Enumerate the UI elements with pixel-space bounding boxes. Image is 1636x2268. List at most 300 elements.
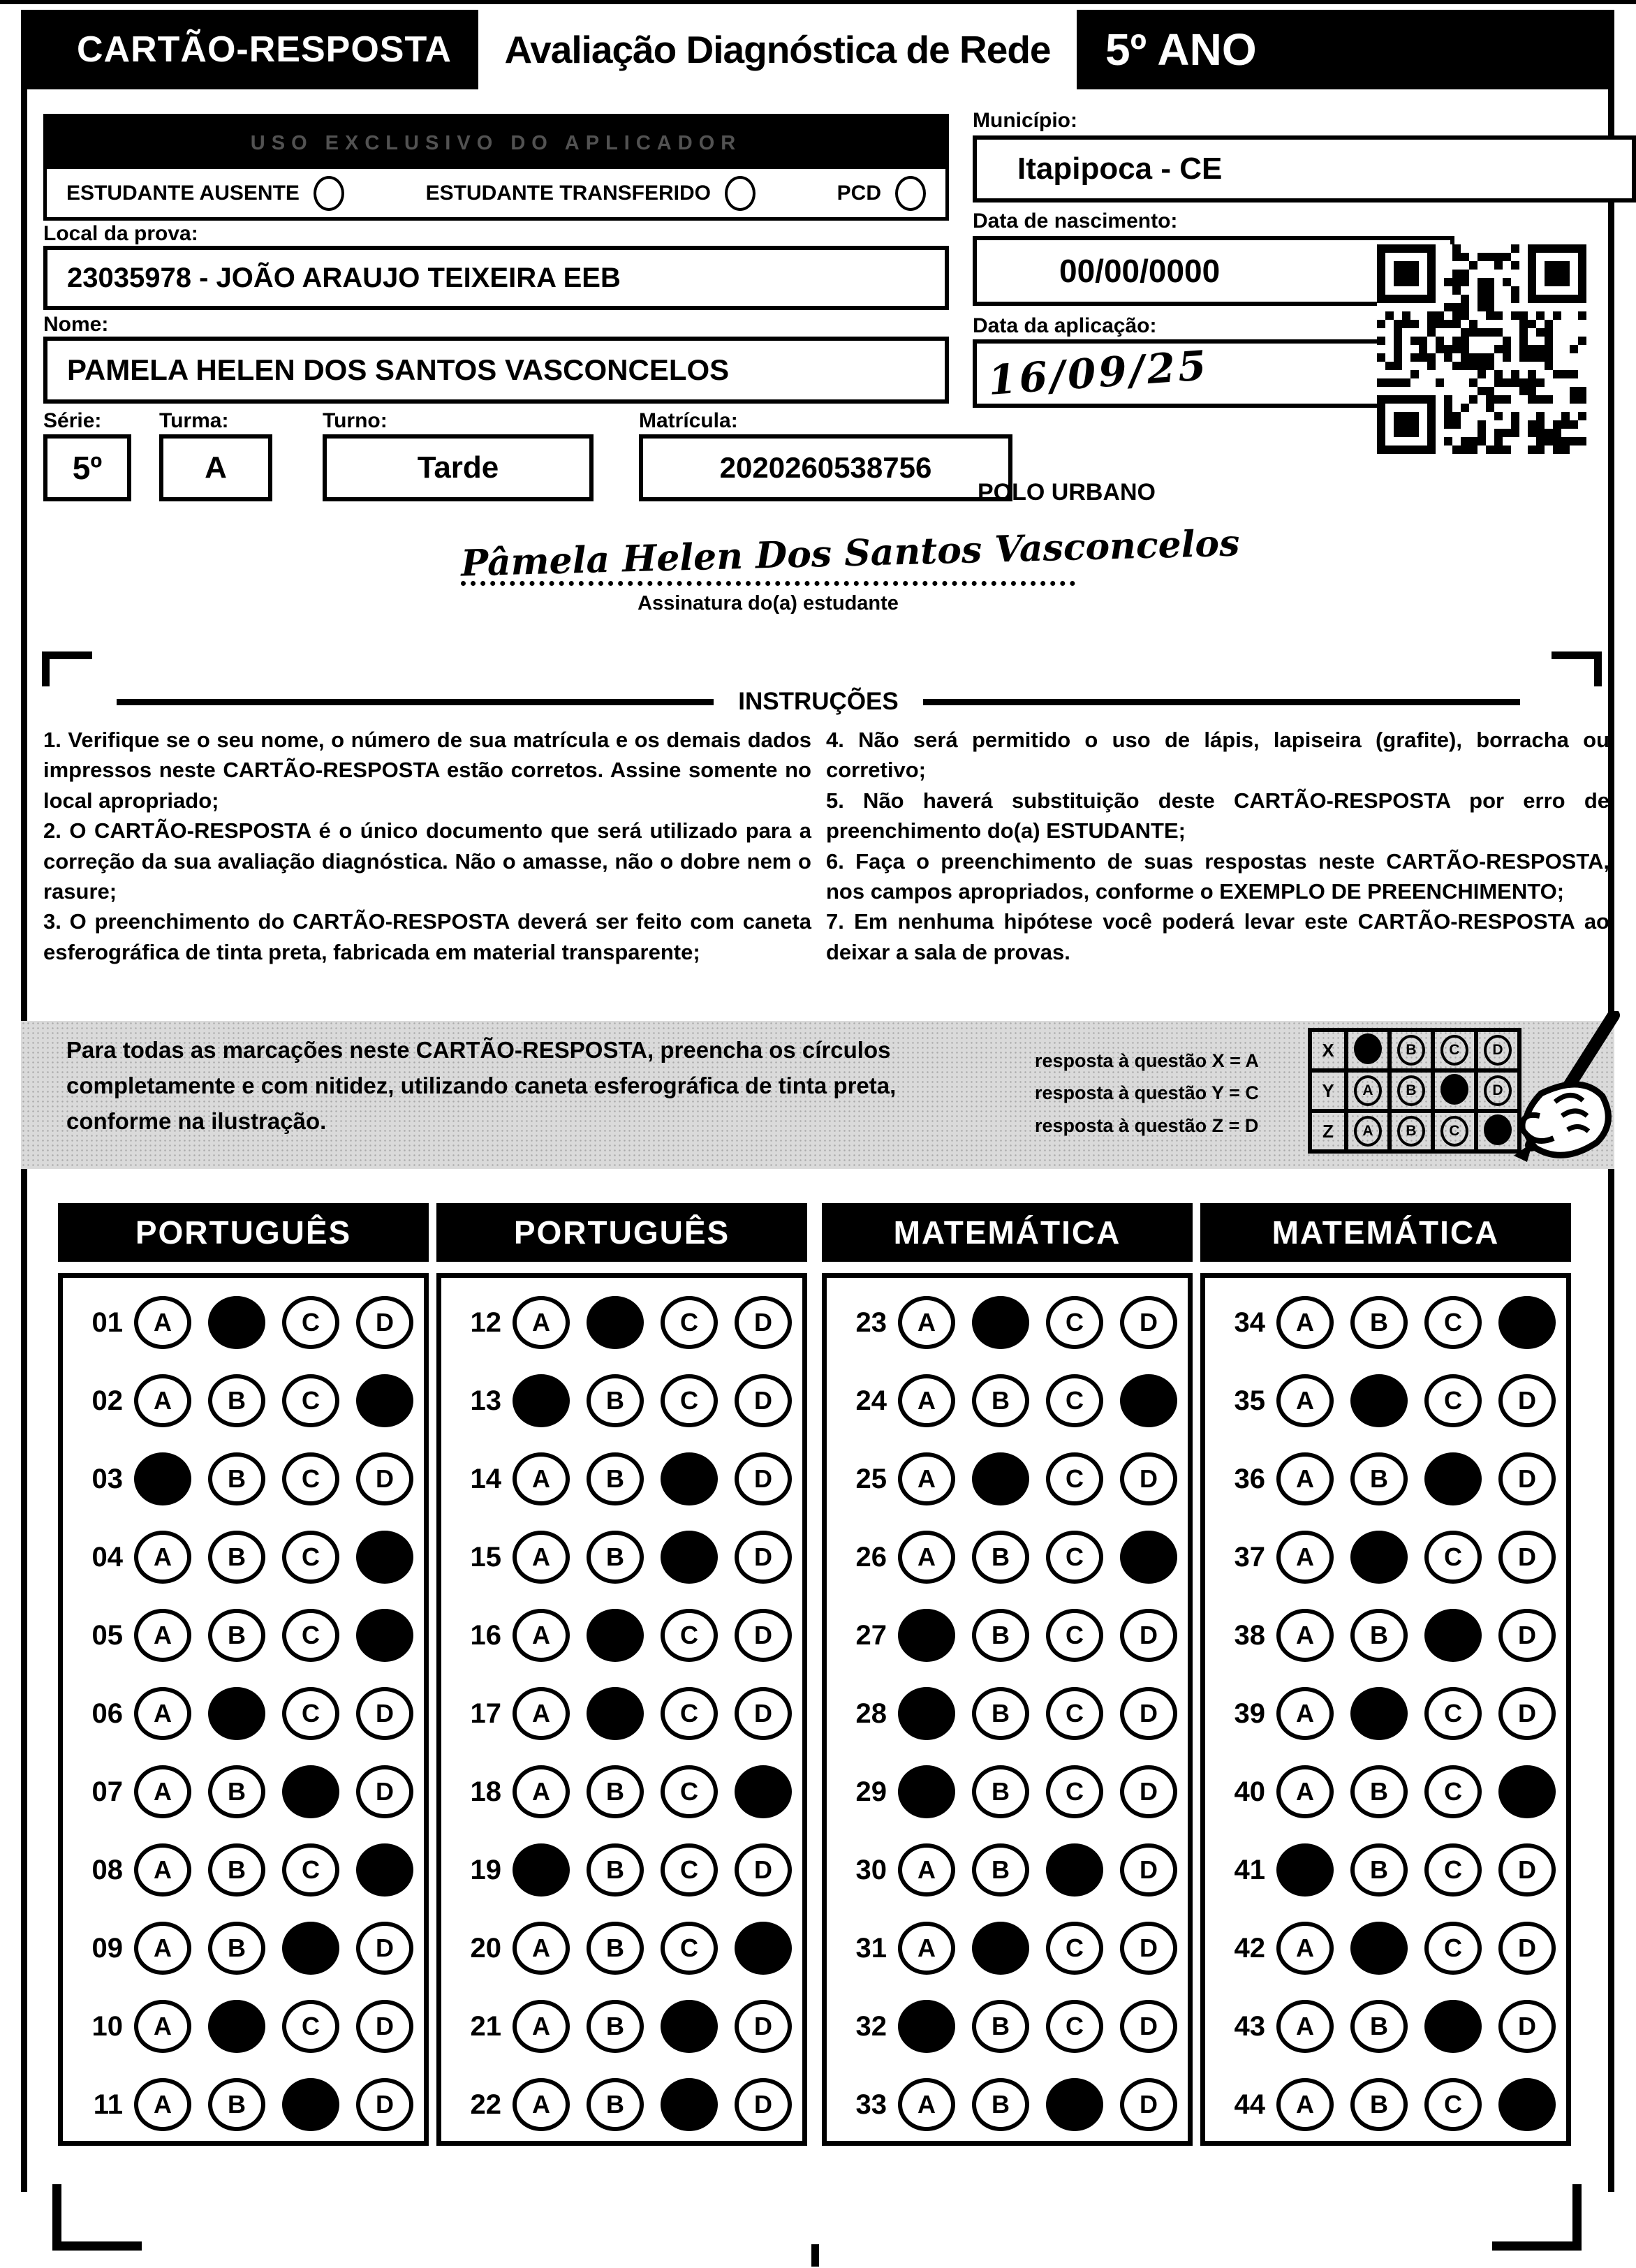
question-number: 23 — [855, 1306, 887, 1338]
answer-bubble-a[interactable]: A — [134, 1843, 191, 1897]
question-number: 11 — [93, 2089, 123, 2120]
answer-row — [1205, 1440, 1566, 1518]
answer-column-header: MATEMÁTICA — [1200, 1203, 1571, 1262]
data-nascimento-label: Data de nascimento: — [973, 209, 1178, 233]
answer-bubbles — [898, 1765, 1177, 1818]
card-title: CARTÃO-RESPOSTA — [77, 29, 452, 70]
answer-bubble-b[interactable]: B — [1350, 1609, 1408, 1662]
answer-row — [63, 1753, 424, 1831]
answer-bubble-a[interactable]: A — [1276, 2000, 1334, 2053]
answer-bubbles — [513, 1843, 792, 1897]
answer-row — [827, 1283, 1188, 1362]
question-number: 05 — [91, 1619, 123, 1651]
answer-bubbles — [898, 1843, 1177, 1897]
answer-bubble-c[interactable]: C — [1424, 1765, 1482, 1818]
answer-bubble-d[interactable]: D — [1498, 1687, 1556, 1740]
answer-bubble-c[interactable]: C — [661, 1843, 718, 1897]
answer-bubble-b[interactable]: B — [972, 1765, 1029, 1818]
answer-bubble-a[interactable] — [1276, 1843, 1334, 1897]
answer-row — [827, 1440, 1188, 1518]
answer-bubble-a[interactable]: A — [1276, 1765, 1334, 1818]
answer-bubble-b[interactable] — [208, 2000, 265, 2053]
answer-bubble-c[interactable]: C — [282, 1843, 339, 1897]
answer-bubble-c[interactable]: C — [282, 1687, 339, 1740]
matricula-value: 2020260538756 — [719, 451, 932, 484]
answer-bubble-c[interactable]: C — [1046, 1922, 1103, 1975]
answer-bubble-b[interactable]: B — [587, 1531, 644, 1584]
answer-bubbles — [513, 1609, 792, 1662]
answer-row — [441, 1362, 802, 1440]
answer-bubble-d[interactable]: D — [735, 1843, 792, 1897]
answer-bubble-b[interactable]: B — [972, 1843, 1029, 1897]
answer-bubble-c[interactable] — [661, 2078, 718, 2131]
data-nascimento-value: 00/00/0000 — [1059, 253, 1221, 289]
answer-bubble-b[interactable]: B — [972, 1609, 1029, 1662]
answer-bubble-d[interactable]: D — [356, 1765, 413, 1818]
example-bubble-c: C — [1440, 1035, 1468, 1066]
example-legend-line: resposta à questão X = A — [1035, 1050, 1259, 1071]
instructions-title: INSTRUÇÕES — [738, 688, 899, 715]
answer-bubble-b[interactable] — [1350, 1531, 1408, 1584]
instruction-item: 2. O CARTÃO-RESPOSTA é o único documento que será utilizado para a correção da sua avaliação diagnóstica. Não o amasse, não o dobre nem o rasure; — [43, 818, 811, 904]
exam-title: Avaliação Diagnóstica de Rede — [504, 28, 1051, 71]
answer-bubble-a[interactable]: A — [898, 1452, 955, 1505]
answer-bubble-c[interactable]: C — [1424, 1687, 1482, 1740]
municipio-value: Itapipoca - CE — [1017, 152, 1223, 186]
answer-bubble-d[interactable]: D — [735, 2000, 792, 2053]
answer-bubble-b[interactable]: B — [587, 1452, 644, 1505]
answer-row — [63, 1674, 424, 1753]
answer-bubble-c[interactable]: C — [282, 1531, 339, 1584]
answer-bubble-d[interactable]: D — [356, 2000, 413, 2053]
answer-row — [1205, 1518, 1566, 1596]
answer-bubble-a[interactable]: A — [513, 1296, 570, 1349]
answer-bubble-c[interactable]: C — [282, 1609, 339, 1662]
answer-bubble-b[interactable]: B — [1350, 1452, 1408, 1505]
answer-bubble-c[interactable]: C — [1424, 1843, 1482, 1897]
answer-bubble-c[interactable]: C — [1046, 1687, 1103, 1740]
answer-bubbles — [513, 1687, 792, 1740]
answer-bubble-a[interactable] — [898, 2000, 955, 2053]
answer-bubble-c[interactable]: C — [661, 1922, 718, 1975]
answer-column — [1200, 1273, 1571, 2146]
question-number: 39 — [1234, 1698, 1265, 1729]
answer-bubble-b[interactable]: B — [208, 1609, 265, 1662]
answer-bubble-c[interactable] — [1424, 1452, 1482, 1505]
answer-bubble-b[interactable] — [972, 1922, 1029, 1975]
answer-bubble-a[interactable]: A — [898, 1922, 955, 1975]
answer-bubbles — [134, 1452, 413, 1505]
answer-bubble-d[interactable]: D — [735, 1374, 792, 1427]
answer-bubble-a[interactable]: A — [898, 1843, 955, 1897]
answer-bubble-c[interactable]: C — [1424, 1296, 1482, 1349]
answer-bubble-b[interactable] — [587, 1687, 644, 1740]
answer-bubble-a[interactable]: A — [513, 1922, 570, 1975]
turma-label: Turma: — [159, 409, 229, 432]
example-bubble-b: B — [1397, 1035, 1425, 1066]
answer-row — [441, 1753, 802, 1831]
answer-bubble-b[interactable]: B — [208, 1531, 265, 1584]
answer-bubble-a[interactable]: A — [1276, 1374, 1334, 1427]
answer-bubbles — [1276, 1609, 1556, 1662]
answer-bubble-c[interactable]: C — [661, 1374, 718, 1427]
answer-bubble-a[interactable]: A — [898, 2078, 955, 2131]
answer-bubble-a[interactable]: A — [1276, 1531, 1334, 1584]
answer-bubble-d[interactable]: D — [1120, 1922, 1177, 1975]
answer-bubble-c[interactable]: C — [282, 1296, 339, 1349]
answer-row — [1205, 1831, 1566, 1909]
question-number: 22 — [470, 2089, 501, 2120]
answer-bubble-a[interactable] — [898, 1765, 955, 1818]
example-bubble-b: B — [1397, 1116, 1425, 1147]
instruction-item: 4. Não será permitido o uso de lápis, lapiseira (grafite), borracha ou corretivo; — [826, 728, 1609, 783]
answer-bubble-b[interactable]: B — [972, 1531, 1029, 1584]
answer-bubble-d[interactable]: D — [1120, 1843, 1177, 1897]
polo-urbano-label: POLO URBANO — [978, 479, 1156, 506]
answer-bubble-a[interactable] — [513, 1374, 570, 1427]
answer-bubble-c[interactable] — [282, 1765, 339, 1818]
answer-bubble-c[interactable] — [1424, 1609, 1482, 1662]
answer-bubble-c[interactable]: C — [1046, 1765, 1103, 1818]
answer-bubbles — [134, 1374, 413, 1427]
question-number: 06 — [91, 1698, 123, 1729]
answer-bubble-d[interactable] — [1498, 1296, 1556, 1349]
answer-bubble-a[interactable]: A — [134, 2078, 191, 2131]
answer-row — [441, 1440, 802, 1518]
question-number: 26 — [855, 1541, 887, 1573]
answer-bubble-d[interactable] — [356, 1843, 413, 1897]
answer-bubble-b[interactable] — [972, 1452, 1029, 1505]
answer-row — [827, 1674, 1188, 1753]
answer-bubble-d[interactable]: D — [1120, 1765, 1177, 1818]
answer-bubble-d[interactable]: D — [356, 1452, 413, 1505]
answer-bubble-a[interactable]: A — [134, 1765, 191, 1818]
answer-bubbles — [513, 2000, 792, 2053]
answer-bubble-b[interactable]: B — [208, 1765, 265, 1818]
answer-bubble-a[interactable]: A — [134, 1922, 191, 1975]
answer-row — [827, 1518, 1188, 1596]
answer-bubble-a[interactable]: A — [513, 2000, 570, 2053]
answer-bubble-b[interactable]: B — [1350, 1765, 1408, 1818]
answer-bubble-a[interactable]: A — [1276, 1609, 1334, 1662]
answer-bubble-d[interactable]: D — [1498, 2000, 1556, 2053]
answer-bubble-a[interactable] — [898, 1687, 955, 1740]
answer-bubble-b[interactable] — [1350, 1687, 1408, 1740]
answer-row — [827, 1753, 1188, 1831]
local-da-prova-value: 23035978 - JOÃO ARAUJO TEIXEIRA EEB — [67, 262, 621, 293]
answer-row — [63, 1362, 424, 1440]
answer-bubble-c[interactable] — [661, 1531, 718, 1584]
answer-bubbles — [1276, 1687, 1556, 1740]
answer-column-header: MATEMÁTICA — [822, 1203, 1193, 1262]
answer-bubble-b[interactable]: B — [587, 1765, 644, 1818]
local-da-prova-label: Local da prova: — [43, 222, 198, 245]
answer-row — [827, 1596, 1188, 1674]
answer-bubble-b[interactable]: B — [208, 2078, 265, 2131]
answer-bubble-c[interactable]: C — [1046, 1531, 1103, 1584]
answer-bubbles — [898, 1296, 1177, 1349]
answer-bubble-b[interactable]: B — [208, 1374, 265, 1427]
answer-bubble-a[interactable]: A — [134, 1531, 191, 1584]
answer-bubble-d[interactable]: D — [1120, 2000, 1177, 2053]
answer-bubble-a[interactable]: A — [1276, 1296, 1334, 1349]
status-option-label: ESTUDANTE TRANSFERIDO — [425, 181, 711, 205]
answer-bubble-d[interactable]: D — [356, 2078, 413, 2131]
answer-bubble-c[interactable]: C — [661, 1296, 718, 1349]
answer-bubble-c[interactable] — [661, 2000, 718, 2053]
answer-bubble-a[interactable]: A — [513, 2078, 570, 2131]
answer-bubble-b[interactable] — [1350, 1922, 1408, 1975]
answer-bubble-d[interactable]: D — [735, 1687, 792, 1740]
answer-bubble-d[interactable]: D — [1120, 1609, 1177, 1662]
answer-bubble-c[interactable]: C — [661, 1609, 718, 1662]
answer-column-header: PORTUGUÊS — [436, 1203, 807, 1262]
answer-bubble-b[interactable]: B — [587, 2078, 644, 2131]
answer-bubble-b[interactable]: B — [972, 2000, 1029, 2053]
question-number: 41 — [1234, 1854, 1265, 1885]
answer-bubble-d[interactable]: D — [735, 1452, 792, 1505]
answer-bubble-b[interactable] — [208, 1687, 265, 1740]
answer-bubble-c[interactable]: C — [1424, 1374, 1482, 1427]
answer-bubble-b[interactable]: B — [208, 1922, 265, 1975]
answer-bubble-b[interactable]: B — [587, 1922, 644, 1975]
answer-row — [1205, 1674, 1566, 1753]
signature-label: Assinatura do(a) estudante — [638, 592, 899, 614]
answer-bubble-a[interactable]: A — [513, 1687, 570, 1740]
answer-bubble-a[interactable]: A — [513, 1609, 570, 1662]
question-number: 36 — [1234, 1463, 1265, 1494]
answer-bubble-c[interactable] — [282, 1922, 339, 1975]
question-number: 40 — [1234, 1776, 1265, 1807]
answer-bubble-b[interactable]: B — [1350, 2078, 1408, 2131]
question-number: 08 — [91, 1854, 123, 1885]
answer-bubble-d[interactable]: D — [735, 1296, 792, 1349]
answer-bubble-c[interactable]: C — [282, 1452, 339, 1505]
answer-bubble-c[interactable]: C — [661, 1687, 718, 1740]
answer-row — [63, 1987, 424, 2066]
answer-bubble-b[interactable]: B — [972, 1374, 1029, 1427]
answer-bubble-a[interactable]: A — [134, 2000, 191, 2053]
answer-bubble-d[interactable]: D — [1498, 1374, 1556, 1427]
answer-bubbles — [898, 2078, 1177, 2131]
nome-label: Nome: — [43, 313, 109, 336]
answer-bubble-d[interactable]: D — [356, 1687, 413, 1740]
answer-bubble-d[interactable]: D — [1498, 1843, 1556, 1897]
question-number: 44 — [1234, 2089, 1265, 2120]
applicator-bar-text: USO EXCLUSIVO DO APLICADOR — [250, 131, 742, 154]
answer-bubble-b[interactable]: B — [587, 1843, 644, 1897]
answer-bubble-c[interactable] — [1046, 2078, 1103, 2131]
answer-bubble-d[interactable] — [1120, 1531, 1177, 1584]
turma-value: A — [205, 450, 227, 485]
answer-bubble-a[interactable]: A — [1276, 1922, 1334, 1975]
question-number: 29 — [855, 1776, 887, 1807]
instruction-item: 1. Verifique se o seu nome, o número de sua matrícula e os demais dados impressos neste CARTÃO-RESPOSTA estão corretos. Assine somente no local apropriado; — [43, 728, 811, 813]
answer-bubble-a[interactable]: A — [134, 1609, 191, 1662]
answer-row — [63, 1596, 424, 1674]
question-number: 43 — [1234, 2010, 1265, 2042]
question-number: 35 — [1234, 1385, 1265, 1416]
answer-bubble-a[interactable] — [134, 1452, 191, 1505]
answer-bubble-b[interactable]: B — [972, 2078, 1029, 2131]
answer-bubble-b[interactable]: B — [1350, 1843, 1408, 1897]
question-number: 37 — [1234, 1541, 1265, 1573]
answer-bubble-b[interactable] — [587, 1296, 644, 1349]
answer-row — [827, 2066, 1188, 2144]
answer-row — [1205, 2066, 1566, 2144]
answer-bubbles — [134, 1609, 413, 1662]
answer-bubble-c[interactable]: C — [1046, 2000, 1103, 2053]
answer-bubble-d[interactable] — [735, 1765, 792, 1818]
question-number: 19 — [470, 1854, 501, 1885]
answer-bubble-c[interactable]: C — [1424, 1922, 1482, 1975]
answer-bubble-c[interactable]: C — [1046, 1452, 1103, 1505]
answer-row — [441, 1596, 802, 1674]
answer-bubble-d[interactable] — [356, 1609, 413, 1662]
serie-value: 5º — [72, 450, 103, 486]
answer-bubble-a[interactable]: A — [513, 1765, 570, 1818]
example-text: Para todas as marcações neste CARTÃO-RESPOSTA, preencha os círculos completamente e com nitidez, utilizando caneta esferográfica de tinta preta, conforme na ilustração. — [66, 1037, 897, 1135]
answer-bubble-d[interactable] — [356, 1374, 413, 1427]
signature-handwritten-value: Pâmela Helen Dos Santos Vasconcelos — [460, 522, 1241, 585]
answer-bubble-d[interactable] — [735, 1922, 792, 1975]
question-number: 30 — [855, 1854, 887, 1885]
answer-bubble-d[interactable]: D — [735, 1531, 792, 1584]
answer-bubble-b[interactable] — [208, 1296, 265, 1349]
answer-bubbles — [513, 1374, 792, 1427]
answer-bubble-a[interactable]: A — [898, 1296, 955, 1349]
answer-bubble-b[interactable]: B — [208, 1452, 265, 1505]
question-number: 32 — [855, 2010, 887, 2042]
answer-bubble-d[interactable]: D — [735, 1609, 792, 1662]
answer-row — [441, 2066, 802, 2144]
answer-row — [1205, 1283, 1566, 1362]
answer-row — [1205, 1909, 1566, 1987]
answer-bubbles — [513, 1452, 792, 1505]
answer-bubbles — [898, 1452, 1177, 1505]
answer-bubble-a[interactable]: A — [134, 1374, 191, 1427]
answer-bubbles — [513, 1922, 792, 1975]
answer-bubble-b[interactable] — [1350, 1374, 1408, 1427]
answer-bubble-c[interactable]: C — [282, 1374, 339, 1427]
answer-bubble-c[interactable] — [661, 1452, 718, 1505]
answer-bubble-b[interactable]: B — [587, 1374, 644, 1427]
instruction-item: 7. Em nenhuma hipótese você poderá levar este CARTÃO-RESPOSTA ao deixar a sala de provas. — [826, 909, 1609, 964]
answer-bubble-a[interactable]: A — [1276, 2078, 1334, 2131]
answer-bubble-b[interactable]: B — [1350, 2000, 1408, 2053]
answer-bubble-b[interactable]: B — [208, 1843, 265, 1897]
question-number: 01 — [91, 1306, 123, 1338]
example-legend-line: resposta à questão Y = C — [1035, 1082, 1259, 1104]
answer-bubble-a[interactable]: A — [1276, 1452, 1334, 1505]
answer-bubble-c[interactable]: C — [661, 1765, 718, 1818]
answer-bubble-d[interactable]: D — [1120, 2078, 1177, 2131]
answer-bubbles — [513, 1531, 792, 1584]
answer-bubble-a[interactable]: A — [898, 1531, 955, 1584]
answer-bubble-c[interactable] — [1424, 2000, 1482, 2053]
answer-bubble-b[interactable] — [972, 1296, 1029, 1349]
answer-bubble-a[interactable]: A — [1276, 1687, 1334, 1740]
answer-bubble-d[interactable]: D — [1498, 1922, 1556, 1975]
answer-bubble-a[interactable] — [513, 1843, 570, 1897]
answer-bubble-b[interactable]: B — [587, 2000, 644, 2053]
question-number: 04 — [91, 1541, 123, 1573]
answer-bubble-c[interactable]: C — [282, 2000, 339, 2053]
answer-bubble-c[interactable]: C — [1046, 1374, 1103, 1427]
question-number: 33 — [855, 2089, 887, 2120]
instruction-item: 5. Não haverá substituição deste CARTÃO-RESPOSTA por erro de preenchimento do(a) ESTUDANTE; — [826, 788, 1609, 844]
answer-bubble-c[interactable]: C — [1046, 1609, 1103, 1662]
example-bubble-a: A — [1354, 1075, 1382, 1106]
answer-bubble-d[interactable] — [1498, 2078, 1556, 2131]
answer-bubble-a[interactable]: A — [134, 1296, 191, 1349]
question-number: 17 — [470, 1698, 501, 1729]
answer-column — [58, 1273, 429, 2146]
answer-bubble-b[interactable] — [587, 1609, 644, 1662]
question-number: 42 — [1234, 1932, 1265, 1964]
answer-bubble-d[interactable]: D — [356, 1922, 413, 1975]
question-number: 21 — [470, 2010, 501, 2042]
answer-bubble-a[interactable]: A — [134, 1687, 191, 1740]
answer-bubbles — [898, 2000, 1177, 2053]
example-bubble-c: C — [1440, 1116, 1468, 1147]
answer-bubble-d[interactable]: D — [356, 1296, 413, 1349]
answer-bubble-a[interactable] — [898, 1609, 955, 1662]
question-number: 02 — [91, 1385, 123, 1416]
answer-bubble-d[interactable]: D — [1498, 1609, 1556, 1662]
answer-bubble-d[interactable]: D — [1120, 1296, 1177, 1349]
answer-bubbles — [134, 1843, 413, 1897]
example-bubble-d: D — [1484, 1075, 1512, 1106]
answer-bubble-d[interactable] — [356, 1531, 413, 1584]
answer-bubbles — [134, 1765, 413, 1818]
answer-row — [827, 1909, 1188, 1987]
answer-bubble-d[interactable]: D — [1498, 1452, 1556, 1505]
answer-bubbles — [898, 1609, 1177, 1662]
answer-bubbles — [1276, 1452, 1556, 1505]
answer-bubble-c[interactable]: C — [1046, 1296, 1103, 1349]
answer-column-header: PORTUGUÊS — [58, 1203, 429, 1262]
answer-bubble-a[interactable]: A — [898, 1374, 955, 1427]
answer-bubble-b[interactable]: B — [972, 1687, 1029, 1740]
answer-bubbles — [898, 1922, 1177, 1975]
answer-column — [822, 1273, 1193, 2146]
answer-row — [441, 1283, 802, 1362]
answer-bubble-c[interactable] — [282, 2078, 339, 2131]
grade-label: 5º ANO — [1105, 24, 1257, 75]
answer-bubble-c[interactable]: C — [1424, 1531, 1482, 1584]
instruction-item: 3. O preenchimento do CARTÃO-RESPOSTA deverá ser feito com caneta esferográfica de tinta preta, fabricada em material transparente; — [43, 909, 811, 964]
answer-bubble-d[interactable] — [1498, 1765, 1556, 1818]
answer-bubbles — [1276, 1374, 1556, 1427]
question-number: 20 — [470, 1932, 501, 1964]
answer-row — [63, 1283, 424, 1362]
answer-bubble-d[interactable]: D — [735, 2078, 792, 2131]
answer-bubble-c[interactable]: C — [1424, 2078, 1482, 2131]
answer-bubble-b[interactable]: B — [1350, 1296, 1408, 1349]
answer-bubble-d[interactable] — [1120, 1374, 1177, 1427]
answer-row — [827, 1831, 1188, 1909]
answer-bubble-a[interactable]: A — [513, 1452, 570, 1505]
answer-bubble-a[interactable]: A — [513, 1531, 570, 1584]
answer-row — [63, 1831, 424, 1909]
answer-bubble-d[interactable]: D — [1120, 1687, 1177, 1740]
answer-bubble-d[interactable]: D — [1120, 1452, 1177, 1505]
answer-bubble-d[interactable]: D — [1498, 1531, 1556, 1584]
nome-value: PAMELA HELEN DOS SANTOS VASCONCELOS — [67, 353, 730, 386]
answer-bubble-c[interactable] — [1046, 1843, 1103, 1897]
question-number: 13 — [470, 1385, 501, 1416]
